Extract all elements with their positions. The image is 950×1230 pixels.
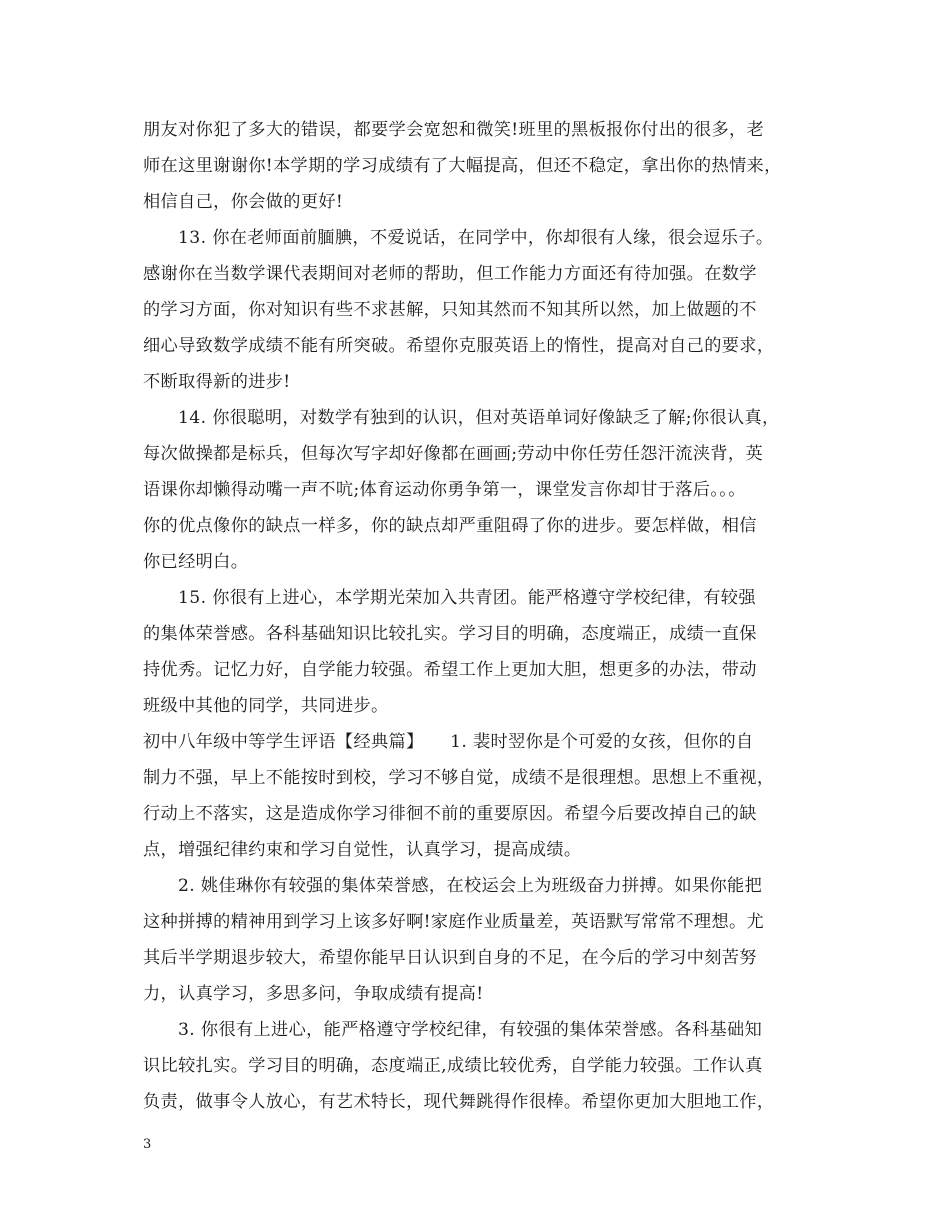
text-line: 不断取得新的进步! (143, 372, 291, 392)
text-line: 14. 你很聪明，对数学有独到的认识，但对英语单词好像缺乏了解;你很认真， (178, 408, 780, 428)
text-line: 负责，做事令人放心，有艺术特长，现代舞跳得作很棒。希望你更加大胆地工作， (143, 1092, 775, 1112)
text-line: 这种拼搏的精神用到学习上该多好啊!家庭作业质量差，英语默写常常不理想。尤 (143, 912, 765, 932)
text-line: 15. 你很有上进心，本学期光荣加入共青团。能严格遵守学校纪律，有较强 (178, 588, 756, 608)
text-line: 的集体荣誉感。各科基础知识比较扎实。学习目的明确，态度端正，成绩一直保 (143, 624, 757, 644)
text-line: 相信自己，你会做的更好! (143, 192, 344, 212)
text-line: 你的优点像你的缺点一样多，你的缺点却严重阻碍了你的进步。要怎样做，相信 (143, 516, 757, 536)
page-number: 3 (143, 1137, 152, 1152)
text-line: 持优秀。记忆力好，自学能力较强。希望工作上更加大胆，想更多的办法，带动 (143, 660, 757, 680)
text-line: 感谢你在当数学课代表期间对老师的帮助，但工作能力方面还有待加强。在数学 (143, 264, 757, 284)
text-line: 力，认真学习，多思多问，争取成绩有提高! (143, 984, 484, 1004)
text-line: 点，增强纪律约束和学习自觉性，认真学习，提高成绩。 (143, 840, 582, 860)
text-line: 朋友对你犯了多大的错误，都要学会宽恕和微笑!班里的黑板报你付出的很多，老 (143, 120, 765, 140)
text-line: 制力不强，早上不能按时到校，学习不够自觉，成绩不是很理想。思想上不重视， (143, 768, 775, 788)
text-line: 每次做操都是标兵，但每次写字却好像都在画画;劳动中你任劳任怨汗流浃背，英 (143, 444, 763, 464)
text-line: 13. 你在老师面前腼腆，不爱说话，在同学中，你却很有人缘，很会逗乐子。 (178, 228, 774, 248)
text-line: 细心导致数学成绩不能有所突破。希望你克服英语上的惰性，提高对自己的要求， (143, 336, 775, 356)
text-line: 识比较扎实。学习目的明确，态度端正,成绩比较优秀，自学能力较强。工作认真 (143, 1056, 763, 1076)
text-line: 2. 姚佳琳你有较强的集体荣誉感，在校运会上为班级奋力拼搏。如果你能把 (178, 876, 763, 896)
text-line: 你已经明白。 (143, 552, 249, 572)
text-line: 语课你却懒得动嘴一声不吭;体育运动你勇争第一，课堂发言你却甘于落后。。。 (143, 480, 746, 500)
text-line: 行动上不落实，这是造成你学习徘徊不前的重要原因。希望今后要改掉自己的缺 (143, 804, 757, 824)
text-line: 班级中其他的同学，共同进步。 (143, 696, 389, 716)
text-line: 3. 你很有上进心，能严格遵守学校纪律，有较强的集体荣誉感。各科基础知 (178, 1020, 763, 1040)
document-body (143, 112, 811, 1120)
text-line: 其后半学期退步较大，希望你能早日认识到自身的不足，在今后的学习中刻苦努 (143, 948, 757, 968)
text-line: 师在这里谢谢你!本学期的学习成绩有了大幅提高，但还不稳定，拿出你的热情来， (143, 156, 782, 176)
text-line: 的学习方面，你对知识有些不求甚解，只知其然而不知其所以然，加上做题的不 (143, 300, 757, 320)
text-line: 初中八年级中等学生评语【经典篇】 1. 裴时翌你是个可爱的女孩，但你的自 (143, 732, 754, 752)
